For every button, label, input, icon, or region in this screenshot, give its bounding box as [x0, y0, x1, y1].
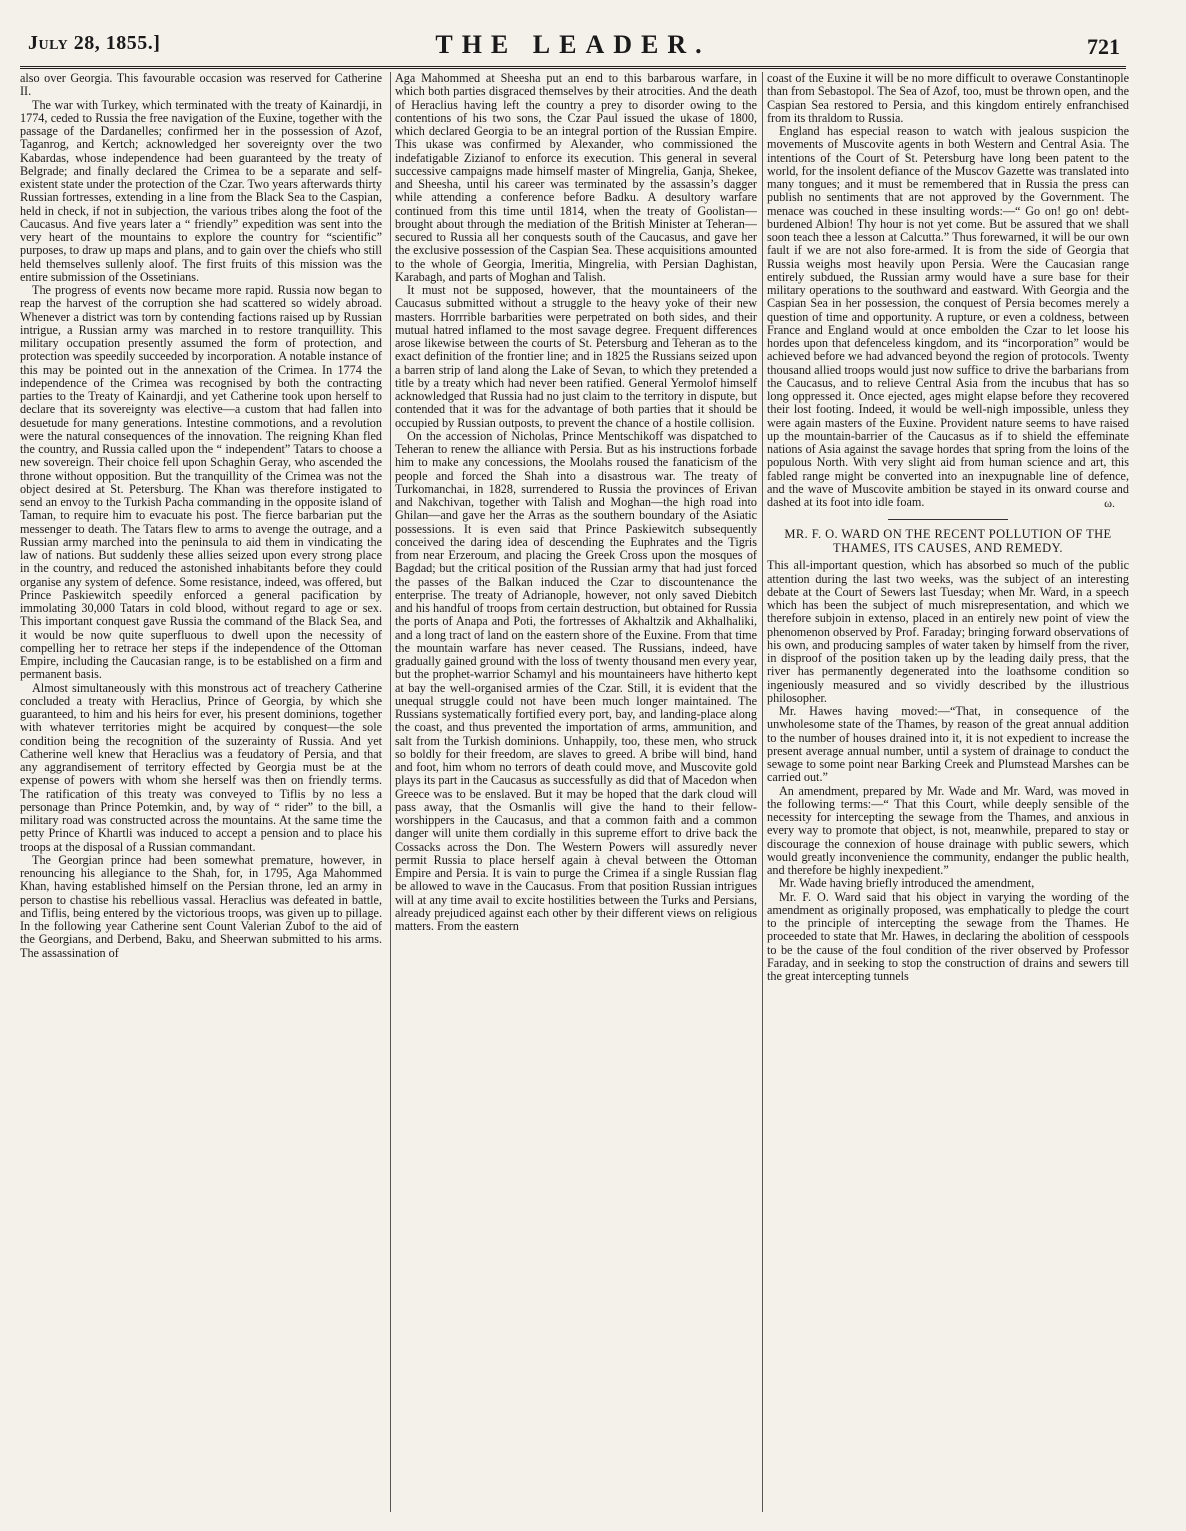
author-signature: ω. — [1104, 496, 1115, 511]
paragraph: Mr. Wade having briefly introduced the amendment, — [779, 876, 1035, 891]
column-1 — [20, 72, 382, 1512]
paragraph: The war with Turkey, which terminated with the treaty of Kainardji, in 1774, ceded to Russia the free navigation of the Euxine, together with the passage of the Dardanelles; confirmed her in the possession of Azof, Taganrog, and Kertch; acknowledged her sovereignty over the two Kabardas, whose independence had been guaranteed by the treaty of Belgrade; and finally declared the Crimea to be a separate and self-existent state under the protection of the Czar. Two years afterwards thirty Russian fortresses, extending in a line from the Black Sea to the Caspian, held in check, if not in subjection, the various tribes along the foot of the Caucasus. And five years later a “ friendly” expedition was sent into the very heart of the mountains to explore the country for “scientific” purposes, to draw up maps and plans, and to gain over the chiefs who still held themselves sullenly aloof. The first fruits of this mission was the entire submission of the Ossetinians. — [20, 97, 382, 284]
section-divider — [888, 519, 1008, 520]
paragraph: This all-important question, which has absorbed so much of the public attention during the last two weeks, was the subject of an interesting debate at the Court of Sewers last Tuesday; when Mr. Ward, in a speech which has been the subject of much misrepresentation, and which we therefore subjoin in extenso, placed in an entirely new point of view the phenomenon observed by Prof. Faraday; bringing forward observations of his own, and producing samples of water taken by himself from the river, in disproof of the position taken up by the leading daily press, that the river has permanently degenerated into the loathsome condition so ingeniously measured and so vividly described by the illustrious philosopher. — [767, 558, 1129, 705]
column-2 — [390, 72, 757, 1512]
paragraph: Almost simultaneously with this monstrous act of treachery Catherine concluded a treaty with Heraclius, Prince of Georgia, by which she guaranteed, to him and his heirs for ever, his present dominions, together with whatever territories might be acquired by conquest—the sole condition being the recognition of the suzerainty of Russia. And yet Catherine well knew that Heraclius was a feudatory of Persia, and that any aggrandisement of territory effected by Georgia must be at the expense of powers with whom she herself was then on friendly terms. The ratification of this treaty was conveyed to Tiflis by no less a personage than Prince Potemkin, and, by way of “ rider” to the bill, a military road was constructed across the mountains. At the same time the petty Prince of Khartli was induced to accept a pension and to place his troops at the disposal of a Russian commandant. — [20, 680, 382, 854]
column-3 — [762, 72, 1129, 1512]
paragraph: England has especial reason to watch with jealous suspicion the movements of Muscovite agents in both Western and Central Asia. The intentions of the Court of St. Petersburg have long been patent to the world, for the insolent defiance of the Muscov Gazette was translated into many tongues; and it must be remembered that in Russia the press can publish no sentiments that are not approved by the Government. The menace was couched in these insulting words:—“ Go on! go on! debt-burdened Albion! Thy hour is not yet come. But be assured that we shall soon teach thee a lesson at Calcutta.” Thus forewarned, it will be our own fault if we are not also fore-armed. It is from the side of Georgia that Russia weighs most heavily upon Persia. Were the Caucasian range entirely subdued, the Russian army would have a sure base for their military operations to the southward and eastward. With Georgia and the Caspian Sea in her possession, the conquest of Persia becomes merely a question of time and opportunity. A rupture, or even a coldness, between France and England would at once embolden the Czar to let loose his hordes upon that defenceless kingdom, and its “incorporation” would be achieved before we had advanced beyond the region of protocols. Twenty thousand allied troops would just now suffice to drive the barbarians from the Caucasus, and to relieve Central Asia from the incubus that has so long oppressed it. Once ejected, ages might elapse before they recovered their lost footing. Indeed, it would be well-nigh impossible, unless they were again masters of the Euxine. Provident nature seems to have raised up the mountain-barrier of the Caucasus as if to shield the effeminate nations of Asia against the savage hordes that spring from the loins of the populous North. With very slight aid from human science and art, this fabled range might be converted into an inexpugnable line of defence, and the wave of Muscovite ambition be stayed in its onward course and dashed at its foot into idle foam. — [767, 124, 1129, 509]
paragraph: Mr. Hawes having moved:—“That, in consequence of the unwholesome state of the Thames, by reason of the great annual addition to the number of houses drained into it, it is not expedient to increase the present average annual number, until a system of drainage to conduct the sewage to some point near Barking Creek and Plumstead Marshes can be carried out.” — [767, 704, 1129, 785]
article-columns — [20, 72, 1129, 1512]
newspaper-title: THE LEADER. — [435, 30, 711, 59]
article-heading: MR. F. O. WARD ON THE RECENT POLLUTION OF THE THAMES, ITS CAUSES, AND REMEDY. — [784, 527, 1112, 555]
paragraph: The Georgian prince had been somewhat premature, however, in renouncing his allegiance to the Shah, for, in 1795, Aga Mahommed Khan, having established himself on the Persian throne, led an army in person to chastise his rebellious vassal. Heraclius was defeated in battle, and Tiflis, being entered by the victorious troops, was given up to pillage. In the following year Catherine sent Count Valerian Zubof to the aid of the Georgians, and Derbend, Baku, and Sheerwan submitted to his arms. The assassination of — [20, 852, 382, 960]
paragraph: also over Georgia. This favourable occasion was reserved for Catherine II. — [20, 72, 382, 99]
masthead — [20, 28, 1126, 69]
paragraph: An amendment, prepared by Mr. Wade and Mr. Ward, was moved in the following terms:—“ That this Court, while deeply sensible of the necessity for intercepting the sewage from the Thames, and anxious in every way to promote that object, is not, meanwhile, prepared to stay or discourage the connexion of house drainage with public sewers, which would greatly inconvenience the community, endanger the public health, and therefore be highly inexpedient.” — [767, 783, 1129, 877]
paragraph: Mr. F. O. Ward said that his object in varying the wording of the amendment as originally proposed, was emphatically to pledge the court to the principle of intercepting the sewage from the Thames. He proceeded to state that Mr. Hawes, in declaring the abolition of cesspools to be the cause of the foul condition of the river observed by Professor Faraday, and in seeking to stop the construction of drains and sewers till the great intercepting tunnels — [767, 889, 1129, 983]
paragraph: coast of the Euxine it will be no more difficult to overawe Constantinople than from Sebastopol. The Sea of Azof, too, must be thrown open, and the Caspian Sea restored to Persia, and this kingdom entirely enfranchised from its thraldom to Russia. — [767, 72, 1129, 125]
paragraph: Aga Mahommed at Sheesha put an end to this barbarous warfare, in which both parties disgraced themselves by their atrocities. And the death of Heraclius having left the country a prey to disorder owing to the contentions of his two sons, the Czar Paul issued the ukase of 1800, which declared Georgia to be an integral portion of the Russian Empire. This ukase was confirmed by Alexander, who commissioned the indefatigable Zizianof to enforce its execution. This general in several successive campaigns made himself master of Mingrelia, Ganja, Shekee, and Sheesha, until his career was terminated by the assassin’s dagger while attending a conference before Badku. A desultory warfare continued from this time until 1814, when the treaty of Goolistan—brought about through the mediation of the British Minister at Teheran—secured to Russia all her conquests south of the Caucasus, and gave her the exclusive possession of the Caspian Sea. These acquisitions amounted to the whole of Georgia, Imeritia, Mingrelia, with Persian Daghistan, Karabagh, and parts of Moghan and Talish. — [395, 72, 757, 284]
paragraph: It must not be supposed, however, that the mountaineers of the Caucasus submitted without a struggle to the heavy yoke of their new masters. Horrrible barbarities were perpetrated on both sides, and their mutual hatred inflamed to the most savage degree. Frequent differences arose likewise between the courts of St. Petersburg and Teheran as to the exact definition of the frontier line; and in 1825 the Russians seized upon a barren strip of land along the Lake of Sevan, to which they pretended a title by a treaty which had never been ratified. General Yermolof himself acknowledged that Russia had no just claim to the territory in dispute, but contended that it was for the advantage of both parties that it should be occupied by Russian outposts, to prevent the chance of a hostile collision. — [395, 283, 757, 430]
issue-date: July 28, 1855.] — [28, 32, 161, 54]
paragraph: On the accession of Nicholas, Prince Mentschikoff was dispatched to Teheran to renew the alliance with Persia. But as his instructions forbade him to make any concessions, the Moolahs roused the fanaticism of the people and forced the Shah into a disastrous war. The treaty of Turkomanchai, in 1828, surrendered to Russia the provinces of Erivan and Nakchivan, together with Talish and Moghan—the high road into Ghilan—and gave her the Arras as the southern boundary of the Asiatic possessions. It is even said that Prince Paskiewitch subsequently conceived the daring idea of descending the Euphrates and the Tigris from near Erzeroum, and placing the Greek Cross upon the mosques of Bagdad; but the critical position of the Russian army that had just forced the passes of the Balkan induced the Czar to discountenance the enterprise. The treaty of Adrianople, however, not only saved Diebitch and his handful of troops from certain destruction, but obtained for Russia the ports of Anapa and Poti, the fortresses of Akhaltzik and Akhalhaliki, and a long tract of land on the eastern shore of the Euxine. From that time the mountain warfare has never ceased. The Russians, indeed, have gradually gained ground with the loss of twenty thousand men every year, but the prophet-warrior Schamyl and his mountaineers have hitherto kept at bay the well-organised armies of the Czar. Still, it is evident that the unequal struggle could not have been much longer maintained. The Russians systematically fortified every port, bay, and landing-place along the coast, and thus prevented the importation of arms, ammunition, and salt from the Turkish dominions. Unhappily, too, these men, who struck so boldly for their freedom, are slaves to greed. A bribe will bind, hand and foot, him whom no terrors of death could move, and Muscovite gold plays its part in the Caucasus as successfully as did that of Macedon when Greece was to be enslaved. But it may be hoped that the dark cloud will pass away, that the Osmanlis will give the hand to their fellow-worshippers in the Caucasus, and that a common faith and a common danger will unite them cordially in this supreme effort to drive back the Cossacks across the Don. The Western Powers will assuredly never permit Russia to place herself again à cheval between the Ottoman Empire and Persia. It is vain to purge the Crimea if a single Russian flag be allowed to wave in the Caucasus. From that position Russian intrigues will at any time avail to excite hostilities between the Turks and Persians, already prejudiced against each other by their different views on religious matters. From the eastern — [395, 428, 757, 933]
paragraph: The progress of events now became more rapid. Russia now began to reap the harvest of the corruption she had scattered so widely abroad. Whenever a district was torn by contending factions raised up by Russian intrigue, a Russian army was marched in to restore tranquillity. This military occupation presently assumed the form of protection, and protection was speedily succeeded by incorporation. A notable instance of this may be pointed out in the annexation of the Crimea. In 1774 the independence of the Crimea was recognised by both the contracting parties to the Treaty of Kainardji, and yet Catherine took upon herself to declare that its sovereignty was elective—a custom that had fallen into desuetude for many generations. Intestine commotions, and a revolution were the natural consequences of the innovation. The reigning Khan fled the country, and Russia called upon the “ independent” Tatars to choose a new sovereign. Their choice fell upon Schaghin Geray, who ascended the throne without opposition. But the tranquillity of the Crimea was not the object desired at St. Petersburg. The Khan was therefore instigated to send an envoy to the Turkish Pacha commanding in the opposite island of Taman, to require him to evacuate his post. The fierce barbarian put the messenger to death. The Tatars flew to arms to avenge the outrage, and a Russian army marched into the peninsula to aid them in vindicating the law of nations. But suddenly these allies seized upon every strong place in the country, and reduced the astonished inhabitants before they could organise any system of defence. Some resistance, indeed, was offered, but Prince Paskiewitch speedily enforced a general pacification by immolating 30,000 Tatars in cold blood, without regard to age or sex. This important conquest gave Russia the command of the Black Sea, and it would be now quite superfluous to dwell upon the necessity of compelling her to retrace her steps if the independence of the Ottoman Empire, including the Caucasian range, is to be established on a firm and permanent basis. — [20, 283, 382, 682]
page-number: 721 — [1087, 34, 1120, 59]
